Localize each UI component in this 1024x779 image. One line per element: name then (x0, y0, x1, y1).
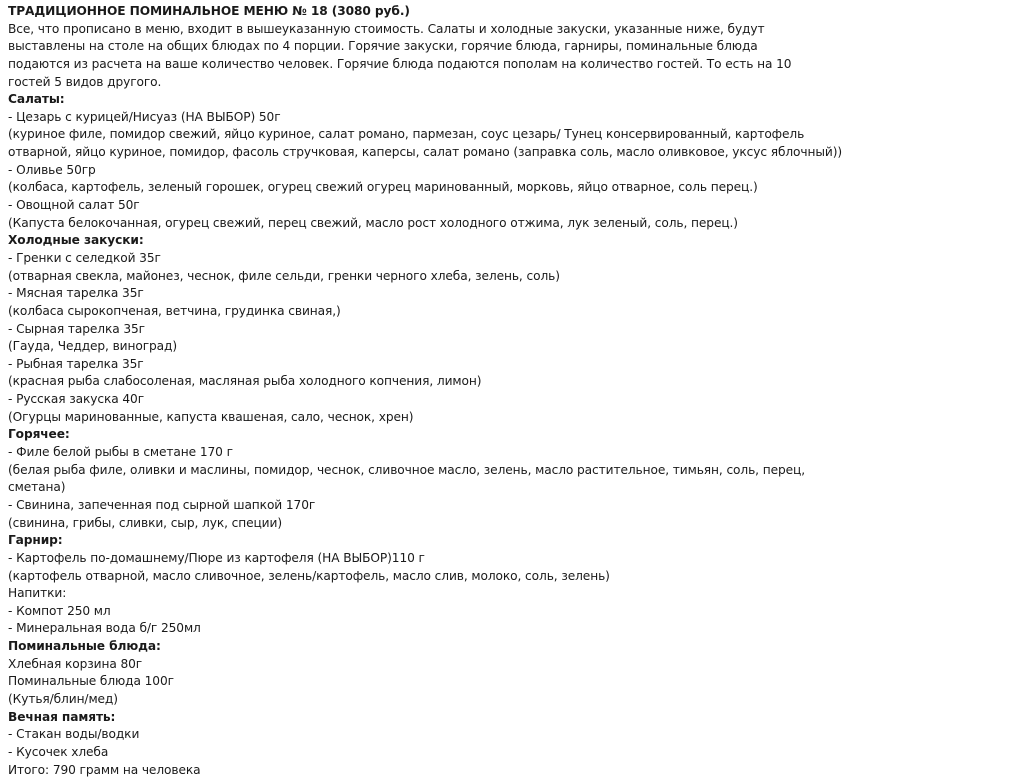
text-line: - Свинина, запеченная под сырной шапкой 170г (8, 497, 316, 512)
section-heading: ТРАДИЦИОННОЕ ПОМИНАЛЬНОЕ МЕНЮ № 18 (3080 руб.) (8, 4, 410, 18)
text-line: (красная рыба слабосоленая, масляная рыба холодного копчения, лимон) (8, 374, 482, 389)
text-line: выставлены на столе на общих блюдах по 4 порции. Горячие закуски, горячие блюда, гарниры, поминальные блюда (8, 39, 758, 54)
text-line: - Оливье 50гр (8, 162, 96, 177)
text-line: - Рыбная тарелка 35г (8, 356, 144, 371)
text-line: - Компот 250 мл (8, 603, 111, 618)
text-line: (куриное филе, помидор свежий, яйцо куриное, салат романо, пармезан, соус цезарь/ Тунец консервированный, картофель (8, 127, 805, 142)
section-heading: Поминальные блюда: (8, 639, 161, 654)
text-line: Итого: 790 грамм на человека (8, 762, 201, 777)
text-line: - Стакан воды/водки (8, 727, 140, 742)
menu-document (8, 3, 1018, 779)
text-line: гостей 5 видов другого. (8, 74, 162, 89)
text-line: (отварная свекла, майонез, чеснок, филе сельди, гренки черного хлеба, зелень, соль) (8, 268, 560, 283)
text-line: - Овощной салат 50г (8, 198, 140, 213)
text-line: (колбаса, картофель, зеленый горошек, огурец свежий огурец маринованный, морковь, яйцо отварное, соль перец.) (8, 180, 758, 195)
text-line: - Цезарь с курицей/Нисуаз (НА ВЫБОР) 50г (8, 109, 281, 124)
text-line: - Картофель по-домашнему/Пюре из картофеля (НА ВЫБОР)110 г (8, 550, 425, 565)
text-line: (белая рыба филе, оливки и маслины, помидор, чеснок, сливочное масло, зелень, масло растительное, тимьян, соль, перец, (8, 462, 805, 477)
text-line: (Гауда, Чеддер, виноград) (8, 339, 178, 354)
text-line: - Кусочек хлеба (8, 744, 109, 759)
text-line: - Минеральная вода б/г 250мл (8, 621, 201, 636)
text-line: - Русская закуска 40г (8, 392, 145, 407)
text-line: - Филе белой рыбы в сметане 170 г (8, 445, 233, 460)
section-heading: Салаты: (8, 92, 65, 107)
text-line: Хлебная корзина 80г (8, 656, 143, 671)
section-heading: Горячее: (8, 427, 70, 442)
text-line: - Сырная тарелка 35г (8, 321, 145, 336)
text-line: (свинина, грибы, сливки, сыр, лук, специи) (8, 515, 282, 530)
text-line: - Гренки с селедкой 35г (8, 250, 161, 265)
text-line: (Огурцы маринованные, капуста квашеная, сало, чеснок, хрен) (8, 409, 414, 424)
text-line: сметана) (8, 480, 66, 495)
text-line: (картофель отварной, масло сливочное, зелень/картофель, масло слив, молоко, соль, зелень) (8, 568, 610, 583)
section-heading: Вечная память: (8, 709, 116, 724)
section-heading: Гарнир: (8, 533, 63, 548)
section-heading: Холодные закуски: (8, 233, 144, 248)
text-line: (Кутья/блин/мед) (8, 691, 118, 706)
text-line: подаются из расчета на ваше количество человек. Горячие блюда подаются пополам на количество гостей. То есть на 10 (8, 56, 792, 71)
text-line: Все, что прописано в меню, входит в вышеуказанную стоимость. Салаты и холодные закуски, указанные ниже, будут (8, 21, 765, 36)
text-line: (Капуста белокочанная, огурец свежий, перец свежий, масло рост холодного отжима, лук зеленый, соль, перец.) (8, 215, 738, 230)
text-line: отварной, яйцо куриное, помидор, фасоль стручковая, каперсы, салат романо (заправка соль, масло оливковое, уксус яблочный)) (8, 145, 843, 160)
text-line: Напитки: (8, 586, 67, 601)
text-line: - Мясная тарелка 35г (8, 286, 144, 301)
text-line: (колбаса сырокопченая, ветчина, грудинка свиная,) (8, 303, 341, 318)
text-line: Поминальные блюда 100г (8, 674, 174, 689)
